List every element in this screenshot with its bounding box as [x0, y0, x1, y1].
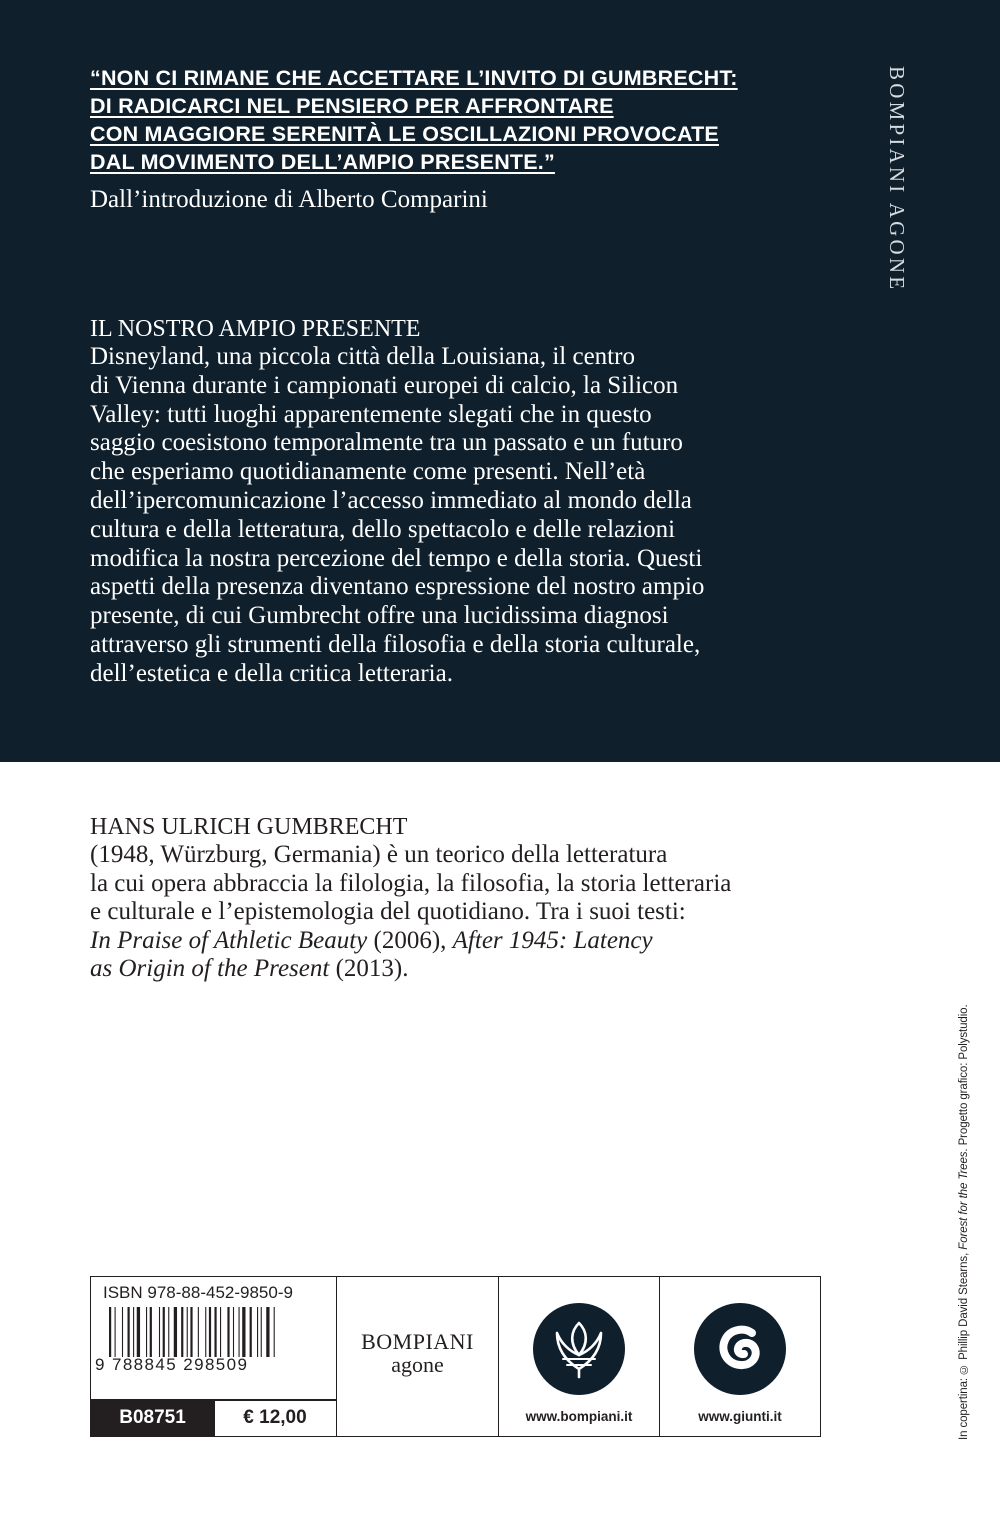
pull-quote: [90, 64, 738, 176]
barcode-bar: [181, 1307, 183, 1357]
quote-attribution: Dall’introduzione di Alberto Comparini: [90, 186, 488, 213]
synopsis-line: aspetti della presenza diventano espressione del nostro ampio: [90, 573, 705, 601]
barcode-bar: [122, 1307, 123, 1357]
barcode-bar: [115, 1307, 116, 1357]
giunti-web-cell: [660, 1277, 820, 1436]
synopsis-line: modifica la nostra percezione del tempo e della storia. Questi: [90, 544, 703, 572]
cover-credits: [958, 1004, 970, 1440]
pull-quote-line: DI RADICARCI NEL PENSIERO PER AFFRONTARE: [90, 94, 614, 118]
bompiani-web-cell: [499, 1277, 660, 1436]
barcode-bar: [190, 1307, 192, 1357]
barcode-bar: [174, 1307, 177, 1357]
imprint-logo: [337, 1277, 499, 1436]
barcode: [109, 1307, 321, 1357]
barcode-bar: [250, 1307, 252, 1357]
credits-prefix: In copertina: © Phillip David Stearns,: [958, 1249, 970, 1440]
imprint-series: agone: [391, 1352, 444, 1377]
footer-box: [90, 1276, 821, 1437]
synopsis-line: saggio coesistono temporalmente tra un passato e un futuro: [90, 429, 683, 457]
barcode-bar: [150, 1307, 152, 1357]
series-spine-label: BOMPIANI AGONE: [885, 66, 909, 293]
author-bio: [90, 841, 731, 984]
barcode-bar: [146, 1307, 147, 1357]
barcode-digits: 9 788845 298509: [95, 1355, 249, 1374]
bio-line: (1948, Würzburg, Germania) è un teorico della letteratura: [90, 841, 668, 868]
bompiani-website-link[interactable]: www.bompiani.it: [525, 1409, 633, 1424]
barcode-bar: [205, 1307, 206, 1357]
work-title: After 1945: Latency: [452, 926, 653, 954]
pull-quote-line: DAL MOVIMENTO DELL’AMPIO PRESENTE.”: [90, 150, 555, 174]
barcode-bar: [233, 1307, 234, 1357]
synopsis-line: dell’estetica e della critica letteraria.: [90, 659, 453, 687]
synopsis-line: Valley: tutti luoghi apparentemente slegati che in questo: [90, 400, 652, 428]
barcode-bar: [261, 1307, 262, 1357]
synopsis-line: che esperiamo quotidianamente come presenti. Nell’età: [90, 458, 646, 486]
tulip-icon: [533, 1303, 625, 1395]
credits-suffix: . Progetto grafico: Polystudio.: [958, 1004, 970, 1152]
barcode-bar: [220, 1307, 221, 1357]
credits-artwork: Forest for the Trees: [958, 1151, 970, 1250]
barcode-bar: [274, 1307, 275, 1357]
barcode-bar: [159, 1307, 160, 1357]
barcode-bar: [227, 1307, 229, 1357]
work-title: In Praise of Athletic Beauty: [90, 926, 368, 954]
pull-quote-line: “NON CI RIMANE CHE ACCETTARE L’INVITO DI GUMBRECHT:: [90, 66, 738, 90]
synopsis-text: [90, 343, 704, 689]
pull-quote-line: CON MAGGIORE SERENITÀ LE OSCILLAZIONI PROVOCATE: [90, 122, 719, 146]
price: € 12,00: [214, 1400, 335, 1436]
barcode-bar: [128, 1307, 130, 1357]
giunti-website-link[interactable]: www.giunti.it: [698, 1409, 782, 1424]
imprint-brand: BOMPIANI: [361, 1329, 474, 1354]
barcode-bar: [198, 1307, 199, 1357]
synopsis-line: attraverso gli strumenti della filosofia e della storia culturale,: [90, 630, 701, 658]
barcode-bar: [187, 1307, 188, 1357]
barcode-bar: [133, 1307, 134, 1357]
barcode-bar: [137, 1307, 140, 1357]
work-title: as Origin of the Present: [90, 955, 330, 983]
isbn-label: ISBN 978-88-452-9850-9: [103, 1283, 293, 1302]
barcode-bar: [214, 1307, 216, 1357]
synopsis-title: IL NOSTRO AMPIO PRESENTE: [90, 316, 421, 342]
barcode-bar: [109, 1307, 111, 1357]
bio-line-works: [90, 955, 731, 984]
barcode-bar: [168, 1307, 169, 1357]
synopsis-line: presente, di cui Gumbrecht offre una lucidissima diagnosi: [90, 602, 669, 630]
synopsis-line: cultura e della letteratura, dello spettacolo e delle relazioni: [90, 515, 676, 543]
barcode-bar: [209, 1307, 211, 1357]
barcode-bar: [266, 1307, 269, 1357]
bio-line-works: [90, 927, 731, 956]
barcode-bar: [163, 1307, 165, 1357]
synopsis-line: di Vienna durante i campionati europei di calcio, la Silicon: [90, 371, 679, 399]
author-name: HANS ULRICH GUMBRECHT: [90, 814, 408, 840]
barcode-cell: [91, 1277, 337, 1436]
product-code: B08751: [91, 1400, 214, 1436]
bio-line: e culturale e l’epistemologia del quotidiano. Tra i suoi testi:: [90, 898, 686, 926]
spiral-icon: [694, 1303, 786, 1395]
work-year: (2013).: [329, 955, 409, 983]
barcode-bar: [257, 1307, 258, 1357]
barcode-bar: [239, 1307, 240, 1357]
bio-line: la cui opera abbraccia la filologia, la filosofia, la storia letteraria: [90, 869, 732, 897]
synopsis-line: Disneyland, una piccola città della Louisiana, il centro: [90, 343, 635, 370]
barcode-bar: [242, 1307, 245, 1357]
synopsis-line: dell’ipercomunicazione l’accesso immediato al mondo della: [90, 486, 692, 514]
work-year: (2006),: [367, 926, 453, 954]
